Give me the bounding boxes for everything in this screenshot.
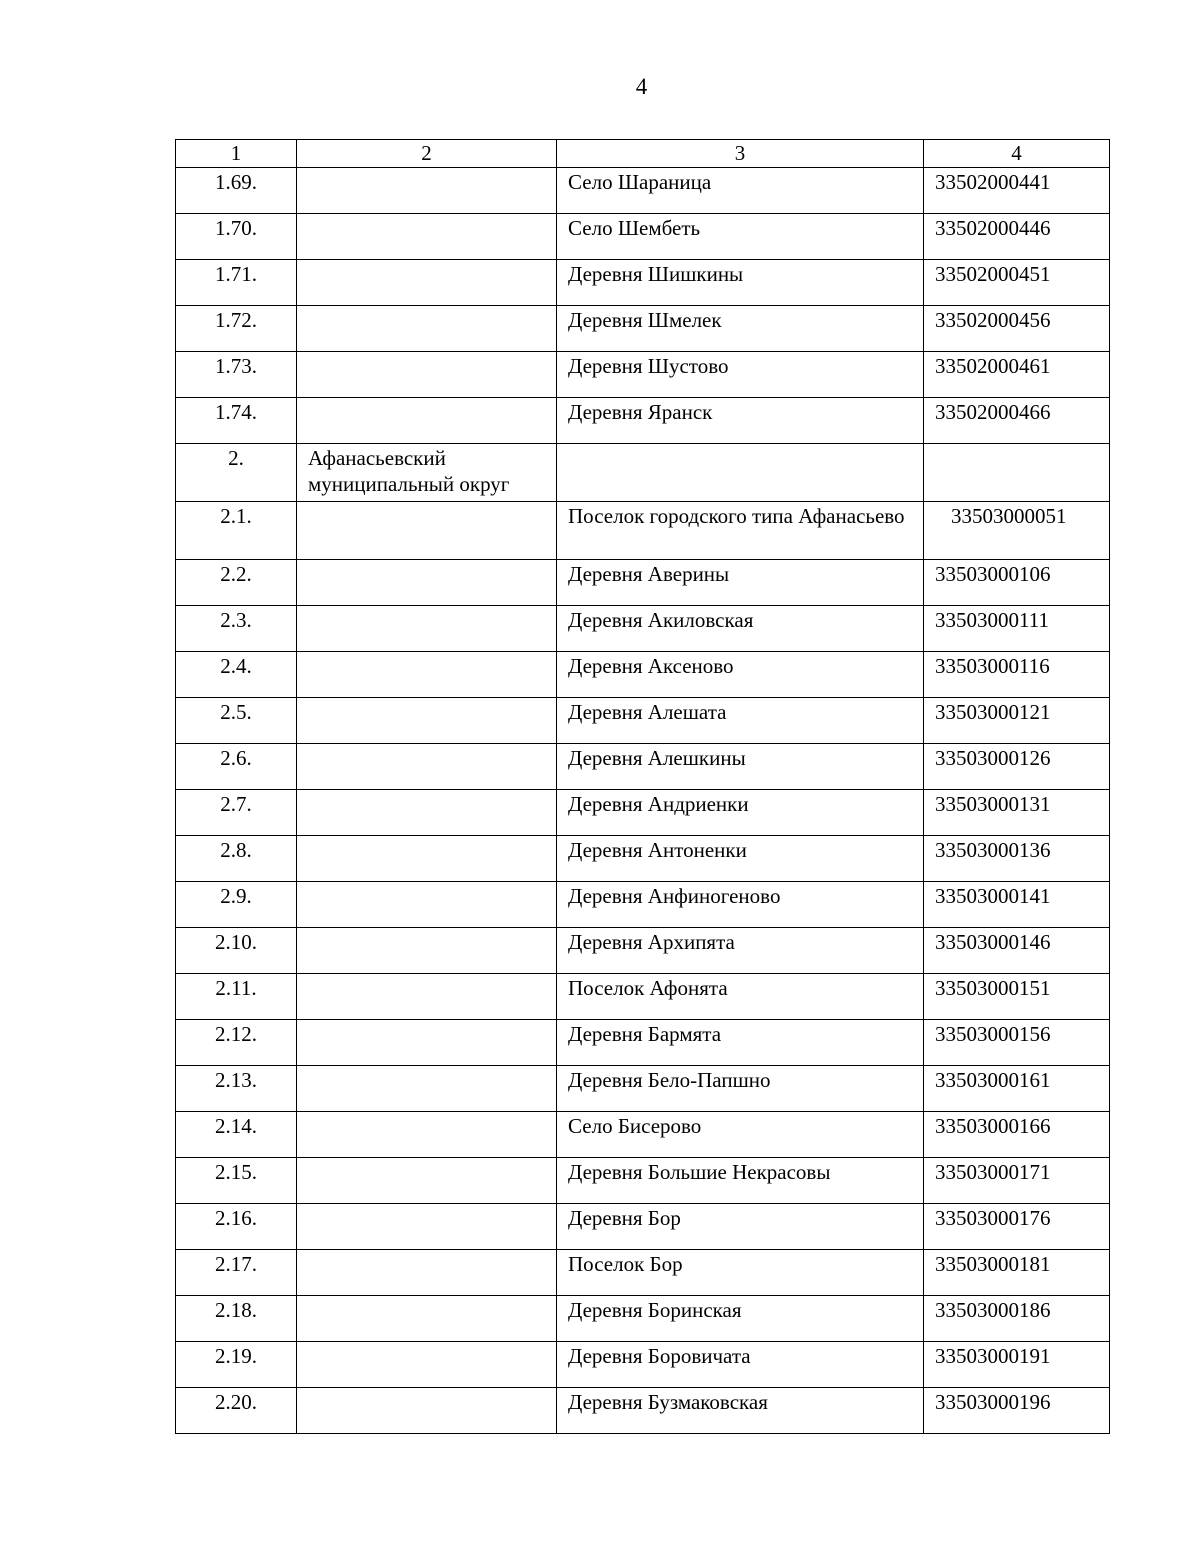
oktmo-code-cell: 33503000171 [924, 1158, 1110, 1204]
table-row [176, 836, 1110, 882]
settlements-table [175, 139, 1110, 1434]
oktmo-code-cell: 33503000131 [924, 790, 1110, 836]
settlement-name-cell: Деревня Шишкины [557, 260, 924, 306]
table-row [176, 260, 1110, 306]
oktmo-code-cell: 33503000111 [924, 606, 1110, 652]
table-row [176, 698, 1110, 744]
row-number-cell: 2.11. [176, 974, 297, 1020]
row-number-cell: 2.15. [176, 1158, 297, 1204]
district-cell [297, 168, 557, 214]
district-cell [297, 306, 557, 352]
settlement-name-cell: Деревня Аксеново [557, 652, 924, 698]
table-row [176, 214, 1110, 260]
table-row [176, 1250, 1110, 1296]
row-number-cell: 2.10. [176, 928, 297, 974]
table-row [176, 928, 1110, 974]
row-number-cell: 2.2. [176, 560, 297, 606]
header-cell: 3 [557, 140, 924, 168]
district-cell [297, 260, 557, 306]
district-cell [297, 1250, 557, 1296]
oktmo-code-cell: 33502000456 [924, 306, 1110, 352]
settlement-name-cell: Деревня Шустово [557, 352, 924, 398]
settlement-name-cell: Деревня Яранск [557, 398, 924, 444]
row-number-cell: 2.20. [176, 1388, 297, 1434]
row-number-cell: 2.6. [176, 744, 297, 790]
row-number-cell: 2.18. [176, 1296, 297, 1342]
table-row [176, 974, 1110, 1020]
district-cell [297, 1158, 557, 1204]
district-cell [297, 1296, 557, 1342]
district-cell [297, 1112, 557, 1158]
district-cell [297, 214, 557, 260]
table-row [176, 1204, 1110, 1250]
row-number-cell: 1.69. [176, 168, 297, 214]
oktmo-code-cell: 33503000161 [924, 1066, 1110, 1112]
district-cell [297, 398, 557, 444]
table-row [176, 1342, 1110, 1388]
row-number-cell: 2. [176, 444, 297, 502]
table-row [176, 1296, 1110, 1342]
settlement-name-cell: Поселок Бор [557, 1250, 924, 1296]
row-number-cell: 2.16. [176, 1204, 297, 1250]
settlement-name-cell: Деревня Аверины [557, 560, 924, 606]
oktmo-code-cell: 33502000446 [924, 214, 1110, 260]
district-cell [297, 1020, 557, 1066]
table-row [176, 352, 1110, 398]
oktmo-code-cell: 33503000141 [924, 882, 1110, 928]
table-row [176, 168, 1110, 214]
district-cell [297, 698, 557, 744]
table-row [176, 444, 1110, 502]
oktmo-code-cell: 33503000176 [924, 1204, 1110, 1250]
district-cell [297, 652, 557, 698]
row-number-cell: 2.5. [176, 698, 297, 744]
table-row [176, 1020, 1110, 1066]
district-cell [297, 606, 557, 652]
oktmo-code-cell: 33502000461 [924, 352, 1110, 398]
settlement-name-cell: Деревня Бузмаковская [557, 1388, 924, 1434]
table-row [176, 502, 1110, 560]
row-number-cell: 2.4. [176, 652, 297, 698]
oktmo-code-cell: 33503000166 [924, 1112, 1110, 1158]
district-cell [297, 744, 557, 790]
header-cell: 2 [297, 140, 557, 168]
row-number-cell: 2.9. [176, 882, 297, 928]
settlement-name-cell: Село Шараница [557, 168, 924, 214]
settlement-name-cell: Деревня Андриенки [557, 790, 924, 836]
table-header-row [176, 140, 1110, 168]
oktmo-code-cell: 33503000151 [924, 974, 1110, 1020]
row-number-cell: 2.12. [176, 1020, 297, 1066]
district-cell [297, 1342, 557, 1388]
settlement-name-cell: Поселок городского типа Афанасьево [557, 502, 924, 560]
district-cell [297, 1066, 557, 1112]
header-cell: 4 [924, 140, 1110, 168]
row-number-cell: 2.3. [176, 606, 297, 652]
row-number-cell: 1.73. [176, 352, 297, 398]
row-number-cell: 2.8. [176, 836, 297, 882]
row-number-cell: 2.14. [176, 1112, 297, 1158]
table-row [176, 1388, 1110, 1434]
settlement-name-cell: Деревня Анфиногеново [557, 882, 924, 928]
row-number-cell: 1.72. [176, 306, 297, 352]
district-cell [297, 1388, 557, 1434]
oktmo-code-cell: 33503000146 [924, 928, 1110, 974]
page-number: 4 [635, 74, 648, 99]
district-cell [297, 560, 557, 606]
table-row [176, 790, 1110, 836]
header-cell: 1 [176, 140, 297, 168]
settlement-name-cell: Деревня Шмелек [557, 306, 924, 352]
oktmo-code-cell: 33503000126 [924, 744, 1110, 790]
table-row [176, 398, 1110, 444]
settlement-name-cell: Село Бисерово [557, 1112, 924, 1158]
table-row [176, 1112, 1110, 1158]
settlement-name-cell: Деревня Боровичата [557, 1342, 924, 1388]
settlement-name-cell: Поселок Афонята [557, 974, 924, 1020]
table-row [176, 652, 1110, 698]
settlement-name-cell: Деревня Антоненки [557, 836, 924, 882]
settlement-name-cell: Деревня Бармята [557, 1020, 924, 1066]
table-row [176, 306, 1110, 352]
district-cell [297, 1204, 557, 1250]
oktmo-code-cell: 33503000196 [924, 1388, 1110, 1434]
row-number-cell: 2.13. [176, 1066, 297, 1112]
oktmo-code-cell: 33503000181 [924, 1250, 1110, 1296]
oktmo-code-cell: 33503000156 [924, 1020, 1110, 1066]
oktmo-code-cell: 33503000121 [924, 698, 1110, 744]
oktmo-code-cell: 33503000136 [924, 836, 1110, 882]
settlement-name-cell: Деревня Бор [557, 1204, 924, 1250]
settlement-name-cell: Деревня Бело-Папшно [557, 1066, 924, 1112]
oktmo-code-cell: 33502000441 [924, 168, 1110, 214]
settlement-name-cell: Деревня Архипята [557, 928, 924, 974]
oktmo-code-cell: 33503000106 [924, 560, 1110, 606]
row-number-cell: 2.17. [176, 1250, 297, 1296]
district-cell [297, 928, 557, 974]
settlement-name-cell: Деревня Акиловская [557, 606, 924, 652]
row-number-cell: 1.74. [176, 398, 297, 444]
settlement-name-cell [557, 444, 924, 502]
oktmo-code-cell: 33502000451 [924, 260, 1110, 306]
district-cell [297, 974, 557, 1020]
district-cell [297, 352, 557, 398]
district-cell [297, 502, 557, 560]
row-number-cell: 2.7. [176, 790, 297, 836]
oktmo-code-cell: 33503000051 [924, 502, 1110, 560]
settlement-name-cell: Деревня Большие Некрасовы [557, 1158, 924, 1204]
oktmo-code-cell [924, 444, 1110, 502]
settlement-name-cell: Село Шембеть [557, 214, 924, 260]
oktmo-code-cell: 33503000186 [924, 1296, 1110, 1342]
table-row [176, 744, 1110, 790]
row-number-cell: 2.1. [176, 502, 297, 560]
oktmo-code-cell: 33503000191 [924, 1342, 1110, 1388]
row-number-cell: 1.70. [176, 214, 297, 260]
district-cell [297, 790, 557, 836]
table-row [176, 606, 1110, 652]
row-number-cell: 2.19. [176, 1342, 297, 1388]
row-number-cell: 1.71. [176, 260, 297, 306]
settlement-name-cell: Деревня Боринская [557, 1296, 924, 1342]
settlement-name-cell: Деревня Алешкины [557, 744, 924, 790]
table-row [176, 882, 1110, 928]
table-row [176, 1066, 1110, 1112]
district-cell [297, 882, 557, 928]
table-row [176, 560, 1110, 606]
district-cell: Афанасьевский муниципальный округ [297, 444, 557, 502]
district-cell [297, 836, 557, 882]
oktmo-code-cell: 33502000466 [924, 398, 1110, 444]
oktmo-code-cell: 33503000116 [924, 652, 1110, 698]
settlement-name-cell: Деревня Алешата [557, 698, 924, 744]
table-row [176, 1158, 1110, 1204]
